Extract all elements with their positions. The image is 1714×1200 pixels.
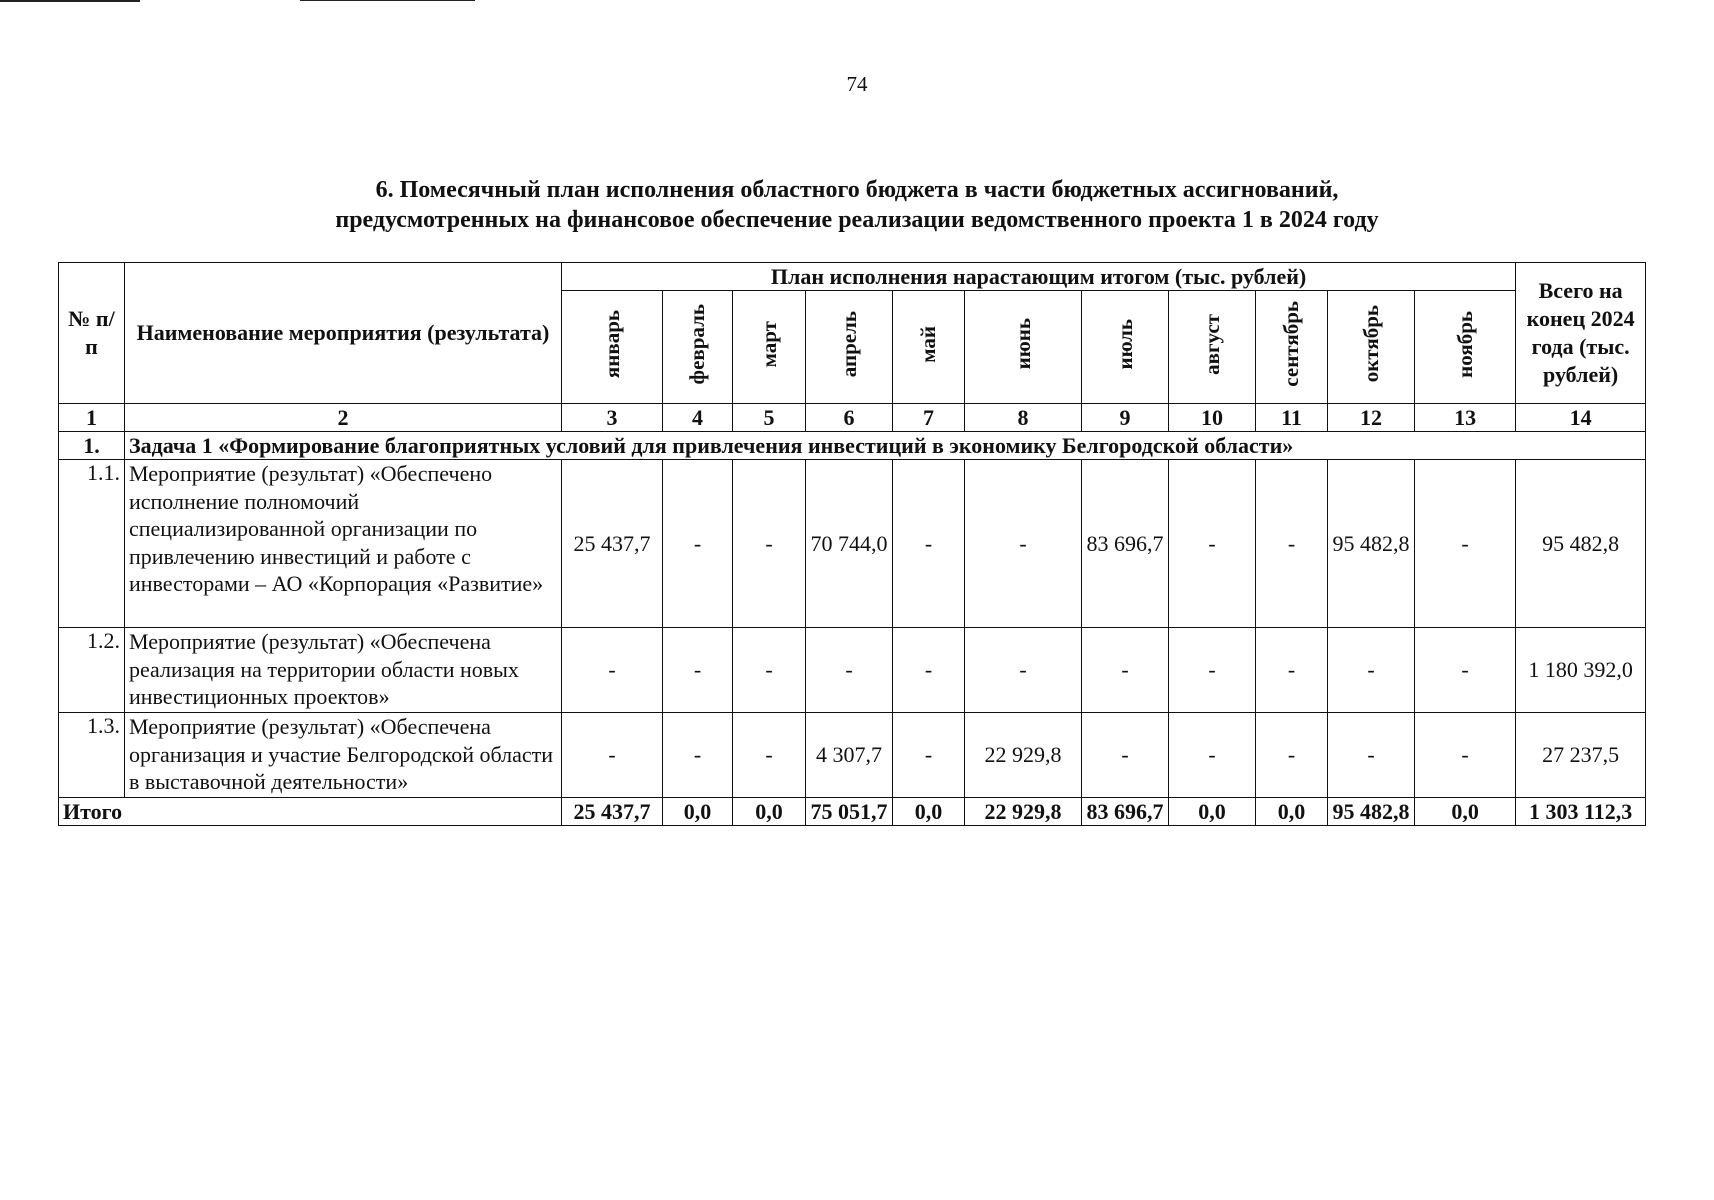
total-month-value: 25 437,7 (562, 798, 663, 826)
header-total: Всего на конец 2024 года (тыс. рублей) (1516, 263, 1646, 404)
total-month-value: 83 696,7 (1082, 798, 1169, 826)
task-number: 1. (59, 432, 125, 460)
row-number: 1.3. (59, 713, 125, 798)
month-value: - (1328, 713, 1415, 798)
month-value: 25 437,7 (562, 460, 663, 628)
month-value: - (663, 460, 733, 628)
header-month (562, 291, 663, 404)
month-value: - (1256, 628, 1328, 713)
task-title: Задача 1 «Формирование благоприятных условий для привлечения инвестиций в экономику Белгородской области» (125, 432, 1646, 460)
total-month-value: 0,0 (1169, 798, 1256, 826)
month-label: август (1199, 313, 1224, 375)
month-value: - (1256, 713, 1328, 798)
column-number: 7 (893, 404, 965, 432)
budget-plan-table (58, 262, 1646, 826)
month-value: - (562, 628, 663, 713)
month-value: - (1169, 460, 1256, 628)
column-number: 12 (1328, 404, 1415, 432)
month-value: - (733, 460, 806, 628)
month-label: июль (1112, 318, 1137, 370)
header-month (1328, 291, 1415, 404)
month-value: 22 929,8 (965, 713, 1082, 798)
total-label: Итого (59, 798, 562, 826)
total-month-value: 0,0 (733, 798, 806, 826)
month-label: апрель (836, 310, 861, 378)
month-label: ноябрь (1452, 310, 1477, 378)
month-value: 70 744,0 (806, 460, 893, 628)
row-total: 1 180 392,0 (1516, 628, 1646, 713)
activity-name: Мероприятие (результат) «Обеспечено исполнение полномочий специализированной организации по привлечению инвестиций и работе с инвесторами – АО «Корпорация «Развитие» (125, 460, 562, 628)
month-label: сентябрь (1279, 301, 1303, 387)
total-month-value: 22 929,8 (965, 798, 1082, 826)
month-label: январь (599, 309, 624, 379)
header-month (1082, 291, 1169, 404)
header-number: № п/п (59, 263, 125, 404)
month-label: февраль (685, 303, 709, 385)
column-number: 14 (1516, 404, 1646, 432)
total-row (59, 798, 1646, 826)
column-number: 4 (663, 404, 733, 432)
page-number: 74 (846, 72, 868, 96)
column-number: 5 (733, 404, 806, 432)
month-label: июнь (1010, 318, 1035, 370)
month-value: - (663, 628, 733, 713)
month-value: - (1082, 628, 1169, 713)
month-value: - (1169, 713, 1256, 798)
month-value: - (1415, 460, 1516, 628)
month-value: - (806, 628, 893, 713)
month-value: - (1328, 628, 1415, 713)
month-value: 4 307,7 (806, 713, 893, 798)
header-month (733, 291, 806, 404)
month-value: - (965, 460, 1082, 628)
month-value: - (893, 460, 965, 628)
row-number: 1.2. (59, 628, 125, 713)
month-value: - (965, 628, 1082, 713)
total-month-value: 0,0 (1415, 798, 1516, 826)
total-month-value: 95 482,8 (1328, 798, 1415, 826)
title-line-2: предусмотренных на финансовое обеспечение реализации ведомственного проекта 1 в 2024 году (335, 207, 1379, 233)
header-month (1169, 291, 1256, 404)
total-month-value: 0,0 (663, 798, 733, 826)
row-number: 1.1. (59, 460, 125, 628)
column-number: 11 (1256, 404, 1328, 432)
table-row (59, 628, 1646, 713)
header-month (893, 291, 965, 404)
table-row (59, 713, 1646, 798)
month-label: май (916, 325, 940, 363)
month-label: март (756, 320, 781, 368)
header-month (1256, 291, 1328, 404)
column-number: 6 (806, 404, 893, 432)
month-value: - (1082, 713, 1169, 798)
month-value: - (1415, 713, 1516, 798)
scan-artifact-line (0, 0, 140, 2)
column-number: 2 (125, 404, 562, 432)
month-value: - (893, 713, 965, 798)
total-month-value: 0,0 (1256, 798, 1328, 826)
month-label: октябрь (1358, 305, 1383, 383)
column-number: 13 (1415, 404, 1516, 432)
month-value: 95 482,8 (1328, 460, 1415, 628)
title-line-1: 6. Помесячный план исполнения областного бюджета в части бюджетных ассигнований, (375, 177, 1339, 203)
column-number: 3 (562, 404, 663, 432)
row-total: 95 482,8 (1516, 460, 1646, 628)
scan-artifact-line (300, 0, 475, 1)
grand-total: 1 303 112,3 (1516, 798, 1646, 826)
column-number: 10 (1169, 404, 1256, 432)
column-number: 8 (965, 404, 1082, 432)
header-plan: План исполнения нарастающим итогом (тыс. рублей) (562, 263, 1516, 291)
document-title (0, 175, 1714, 235)
month-value: - (733, 628, 806, 713)
month-value: - (663, 713, 733, 798)
task-row (59, 432, 1646, 460)
column-number: 9 (1082, 404, 1169, 432)
header-name: Наименование мероприятия (результата) (125, 263, 562, 404)
total-month-value: 0,0 (893, 798, 965, 826)
month-value: - (1256, 460, 1328, 628)
header-month (1415, 291, 1516, 404)
header-month (806, 291, 893, 404)
month-value: - (1169, 628, 1256, 713)
month-value: - (1415, 628, 1516, 713)
header-month (965, 291, 1082, 404)
month-value: - (893, 628, 965, 713)
column-number: 1 (59, 404, 125, 432)
table-row (59, 460, 1646, 628)
month-value: 83 696,7 (1082, 460, 1169, 628)
column-number-row (59, 404, 1646, 432)
activity-name: Мероприятие (результат) «Обеспечена реализация на территории области новых инвестиционных проектов» (125, 628, 562, 713)
month-value: - (562, 713, 663, 798)
total-month-value: 75 051,7 (806, 798, 893, 826)
activity-name: Мероприятие (результат) «Обеспечена организация и участие Белгородской области в выставочной деятельности» (125, 713, 562, 798)
row-total: 27 237,5 (1516, 713, 1646, 798)
header-month (663, 291, 733, 404)
month-value: - (733, 713, 806, 798)
